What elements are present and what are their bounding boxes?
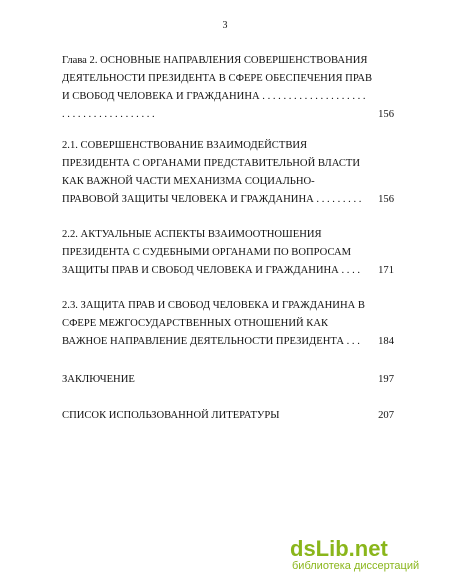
toc-entry-2-3	[62, 297, 394, 351]
toc-page-number: 171	[378, 265, 394, 276]
toc-entry-2-2	[62, 226, 394, 280]
toc-entry-line: КАК ВАЖНОЙ ЧАСТИ МЕХАНИЗМА СОЦИАЛЬНО-	[62, 176, 315, 187]
page-number: 3	[222, 20, 228, 31]
toc-entry-bibliography	[62, 407, 394, 425]
toc-entry-line: СПИСОК ИСПОЛЬЗОВАННОЙ ЛИТЕРАТУРЫ	[62, 410, 280, 421]
table-of-contents	[62, 52, 394, 425]
toc-entry-line: ЗАКЛЮЧЕНИЕ	[62, 374, 135, 385]
toc-entry-conclusion	[62, 371, 394, 389]
toc-entry-line: 2.3. ЗАЩИТА ПРАВ И СВОБОД ЧЕЛОВЕКА И ГРАЖДАНИНА В	[62, 300, 365, 311]
toc-entry-line: . . . . . . . . . . . . . . . . . .	[62, 109, 155, 120]
toc-entry-line: 2.2. АКТУАЛЬНЫЕ АСПЕКТЫ ВЗАИМООТНОШЕНИЯ	[62, 229, 322, 240]
toc-entry-line: 2.1. СОВЕРШЕНСТВОВАНИЕ ВЗАИМОДЕЙСТВИЯ	[62, 140, 308, 151]
toc-page-number: 207	[378, 410, 394, 421]
toc-entry-line: ПРАВОВОЙ ЗАЩИТЫ ЧЕЛОВЕКА И ГРАЖДАНИНА . . . . . . . . .	[62, 194, 362, 205]
toc-page-number: 156	[378, 194, 394, 205]
toc-entry-line: Глава 2. ОСНОВНЫЕ НАПРАВЛЕНИЯ СОВЕРШЕНСТВОВАНИЯ	[62, 55, 368, 66]
toc-entry-line: ПРЕЗИДЕНТА С СУДЕБНЫМИ ОРГАНАМИ ПО ВОПРОСАМ	[62, 247, 352, 258]
toc-entry-line: ВАЖНОЕ НАПРАВЛЕНИЕ ДЕЯТЕЛЬНОСТИ ПРЕЗИДЕНТА . . .	[62, 336, 360, 347]
toc-entry-2-1	[62, 137, 394, 209]
toc-entry-line: И СВОБОД ЧЕЛОВЕКА И ГРАЖДАНИНА . . . . . . . . . . . . . . . . . . . .	[62, 91, 366, 102]
watermark-logo-main: dsLib	[290, 536, 349, 561]
toc-page-number: 184	[378, 336, 394, 347]
watermark-logo-text	[290, 536, 388, 562]
toc-entry-line: ПРЕЗИДЕНТА С ОРГАНАМИ ПРЕДСТАВИТЕЛЬНОЙ ВЛАСТИ	[62, 158, 361, 169]
toc-page-number: 156	[378, 109, 394, 120]
toc-entry-line: ЗАЩИТЫ ПРАВ И СВОБОД ЧЕЛОВЕКА И ГРАЖДАНИНА . . . .	[62, 265, 361, 276]
toc-entry-line: ДЕЯТЕЛЬНОСТИ ПРЕЗИДЕНТА В СФЕРЕ ОБЕСПЕЧЕНИЯ ПРАВ	[62, 73, 373, 84]
toc-entry-chapter-2	[62, 52, 394, 124]
watermark-subtitle: библиотека диссертаций	[292, 560, 420, 572]
watermark-logo-tld: .net	[348, 536, 388, 561]
watermark-logo	[290, 536, 440, 576]
toc-page-number: 197	[378, 374, 394, 385]
toc-entry-line: СФЕРЕ МЕЖГОСУДАРСТВЕННЫХ ОТНОШЕНИЙ КАК	[62, 318, 329, 329]
